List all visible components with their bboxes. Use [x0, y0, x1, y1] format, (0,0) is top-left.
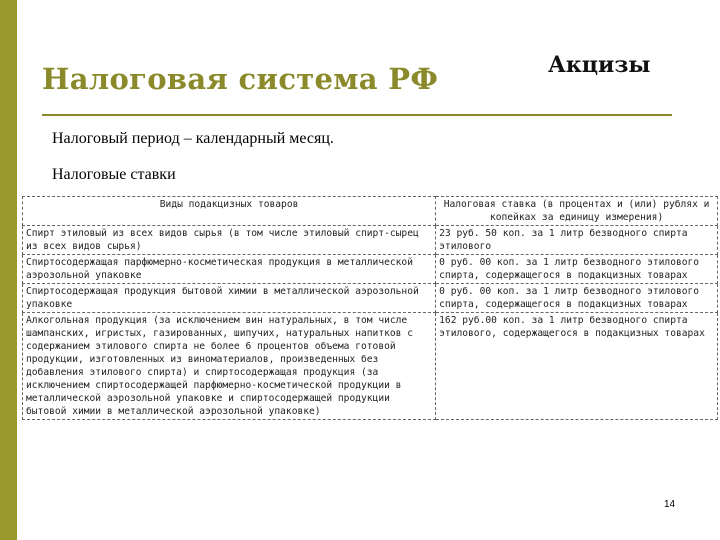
goods-cell: Спиртосодержащая парфюмерно-косметическая продукция в металлической аэрозольной упаковке — [23, 255, 436, 284]
rate-cell: 0 руб. 00 коп. за 1 литр безводного этилового спирта, содержащегося в подакцизных товарах — [436, 255, 718, 284]
slide-title: Налоговая система РФ — [42, 62, 439, 96]
table-header-row — [23, 197, 718, 226]
header-rate: Налоговая ставка (в процентах и (или) рублях и копейках за единицу измерения) — [436, 197, 718, 226]
goods-cell: Алкогольная продукция (за исключением вин натуральных, в том числе шампанских, игристых, газированных, шипучих, натуральных напитков с содержанием этилового спирта не более 6 процентов объема готовой продукции, изготовленных из виноматериалов, произведенных без добавления этилового спирта) и спиртосодержащая продукция (за исключением спиртосодержащей парфюмерно-косметической продукции в металлической аэрозольной упаковке и спиртосодержащей продукции бытовой химии в металлической аэрозольной упаковке) — [23, 313, 436, 420]
rate-cell: 162 руб.00 коп. за 1 литр безводного спирта этилового, содержащегося в подакцизных товарах — [436, 313, 718, 420]
accent-sidebar — [0, 0, 17, 540]
table-row — [23, 284, 718, 313]
title-divider — [42, 114, 672, 116]
tax-rates-heading: Налоговые ставки — [52, 166, 176, 183]
excise-rates-table — [22, 196, 718, 420]
rate-cell: 23 руб. 50 коп. за 1 литр безводного спирта этилового — [436, 226, 718, 255]
page-number: 14 — [664, 499, 676, 510]
top-strip — [17, 0, 720, 14]
header-goods: Виды подакцизных товаров — [23, 197, 436, 226]
rate-cell: 0 руб. 00 коп. за 1 литр безводного этилового спирта, содержащегося в подакцизных товарах — [436, 284, 718, 313]
goods-cell: Спиртосодержащая продукция бытовой химии в металлической аэрозольной упаковке — [23, 284, 436, 313]
goods-cell: Спирт этиловый из всех видов сырья (в том числе этиловый спирт-сырец из всех видов сырья) — [23, 226, 436, 255]
table-row — [23, 226, 718, 255]
table-row — [23, 313, 718, 420]
table-row — [23, 255, 718, 284]
tax-period-text: Налоговый период – календарный месяц. — [52, 130, 334, 147]
slide-topic: Акцизы — [548, 52, 651, 78]
